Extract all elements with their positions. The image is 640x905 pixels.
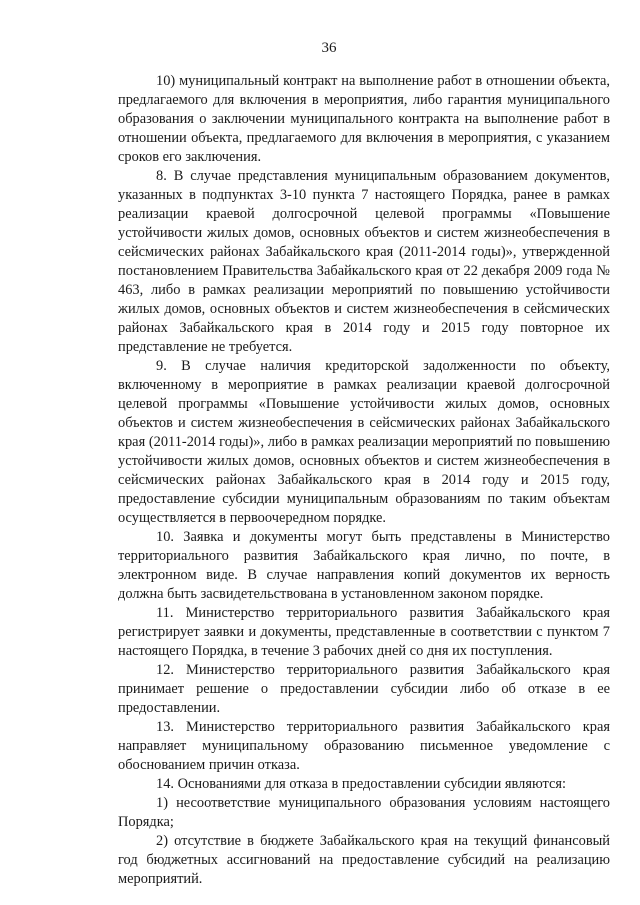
paragraph-10-submission: 10. Заявка и документы могут быть представлены в Министерство территориального развития Забайкальского края лично, по почте, в электронном виде. В случае направления копий документов их верность должна быть засвидетельствована в установленном законом порядке. xyxy=(118,529,610,602)
page-number: 36 xyxy=(321,40,337,56)
document-body xyxy=(118,72,610,889)
paragraph-11-registration: 11. Министерство территориального развития Забайкальского края регистрирует заявки и документы, представленные в соответствии с пунктом 7 настоящего Порядка, в течение 3 рабочих дней со дня их поступления. xyxy=(118,605,610,659)
paragraph-9-debt: 9. В случае наличия кредиторской задолженности по объекту, включенному в мероприятие в рамках реализации краевой долгосрочной целевой программы «Повышение устойчивости жилых домов, основных объектов и систем жизнеобеспечения в сейсмических районах Забайкальского края (2011-2014 годы)», либо в рамках реализации мероприятий по повышению устойчивости жилых домов, основных объектов и систем жизнеобеспечения в сейсмических районах Забайкальского края в 2014 году и 2015 году, предоставление субсидии муниципальным образованиям по таким объектам осуществляется в первоочередном порядке. xyxy=(118,358,610,526)
paragraph-12-decision: 12. Министерство территориального развития Забайкальского края принимает решение о предоставлении субсидии либо об отказе в ее предоставлении. xyxy=(118,662,610,716)
paragraph-14-item-1: 1) несоответствие муниципального образования условиям настоящего Порядка; xyxy=(118,795,610,830)
paragraph-14-refusal-grounds: 14. Основаниями для отказа в предоставлении субсидии являются: xyxy=(156,776,566,792)
paragraph-item-10-contract: 10) муниципальный контракт на выполнение работ в отношении объекта, предлагаемого для включения в мероприятия, либо гарантия муниципального образования о заключении муниципального контракта на выполнение работ в отношении объекта, предлагаемого для включения в мероприятия, с указанием сроков его заключения. xyxy=(118,73,610,165)
paragraph-8-documents: 8. В случае представления муниципальным образованием документов, указанных в подпунктах 3-10 пункта 7 настоящего Порядка, ранее в рамках реализации краевой долгосрочной целевой программы «Повышение устойчивости жилых домов, основных объектов и систем жизнеобеспечения в сейсмических районах Забайкальского края (2011-2014 годы)», утвержденной постановлением Правительства Забайкальского края от 22 декабря 2009 года № 463, либо в рамках реализации мероприятий по повышению устойчивости жилых домов, основных объектов и систем жизнеобеспечения в сейсмических районах Забайкальского края в 2014 году и 2015 году повторное их представление не требуется. xyxy=(118,168,610,355)
paragraph-14-item-2: 2) отсутствие в бюджете Забайкальского края на текущий финансовый год бюджетных ассигнований на предоставление субсидий на реализацию мероприятий. xyxy=(118,833,610,887)
paragraph-13-notification: 13. Министерство территориального развития Забайкальского края направляет муниципальному образованию письменное уведомление с обоснованием причин отказа. xyxy=(118,719,610,773)
